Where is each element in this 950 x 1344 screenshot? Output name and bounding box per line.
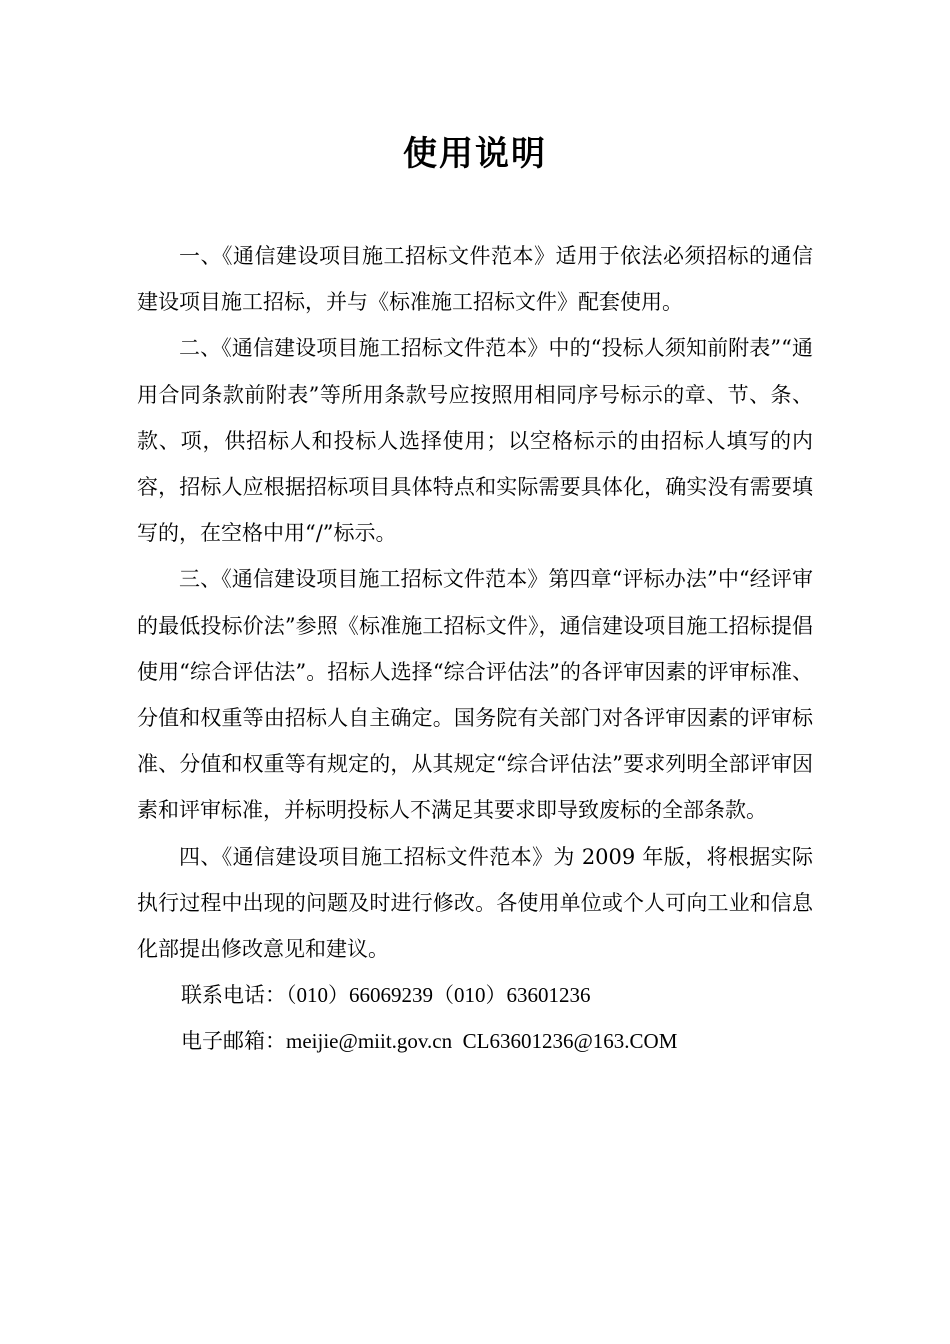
contact-phone-label: 联系电话： xyxy=(181,983,286,1008)
paragraph-4: 四、《通信建设项目施工招标文件范本》为 2009 年版，将根据实际执行过程中出现的问题及时进行修改。各使用单位或个人可向工业和信息化部提出修改意见和建议。 xyxy=(137,844,813,962)
document-body xyxy=(137,233,813,1065)
contact-phone-value: （010）66069239（010）63601236 xyxy=(286,983,591,1008)
paragraph-2: 二、《通信建设项目施工招标文件范本》中的“投标人须知前附表”“通用合同条款前附表”等所用条款号应按照用相同序号标示的章、节、条、款、项，供招标人和投标人选择使用；以空格标示的由招标人填写的内容，招标人应根据招标项目具体特点和实际需要具体化，确实没有需要填写的，在空格中用“/”标示。 xyxy=(137,336,813,546)
contact-email-value: meijie@miit.gov.cn CL63601236@163.COM xyxy=(286,1029,678,1054)
contact-email xyxy=(137,1018,813,1064)
contact-phone xyxy=(137,972,813,1018)
paragraph-3: 三、《通信建设项目施工招标文件范本》第四章“评标办法”中“经评审的最低投标价法”参照《标准施工招标文件》，通信建设项目施工招标提倡使用“综合评估法”。招标人选择“综合评估法”的各评审因素的评审标准、分值和权重等由招标人自主确定。国务院有关部门对各评审因素的评审标准、分值和权重等有规定的，从其规定“综合评估法”要求列明全部评审因素和评审标准，并标明投标人不满足其要求即导致废标的全部条款。 xyxy=(137,567,813,823)
document-title: 使用说明 xyxy=(403,134,547,174)
paragraph-1: 一、《通信建设项目施工招标文件范本》适用于依法必须招标的通信建设项目施工招标，并与《标准施工招标文件》配套使用。 xyxy=(137,244,813,315)
contact-email-label: 电子邮箱： xyxy=(181,1029,286,1054)
